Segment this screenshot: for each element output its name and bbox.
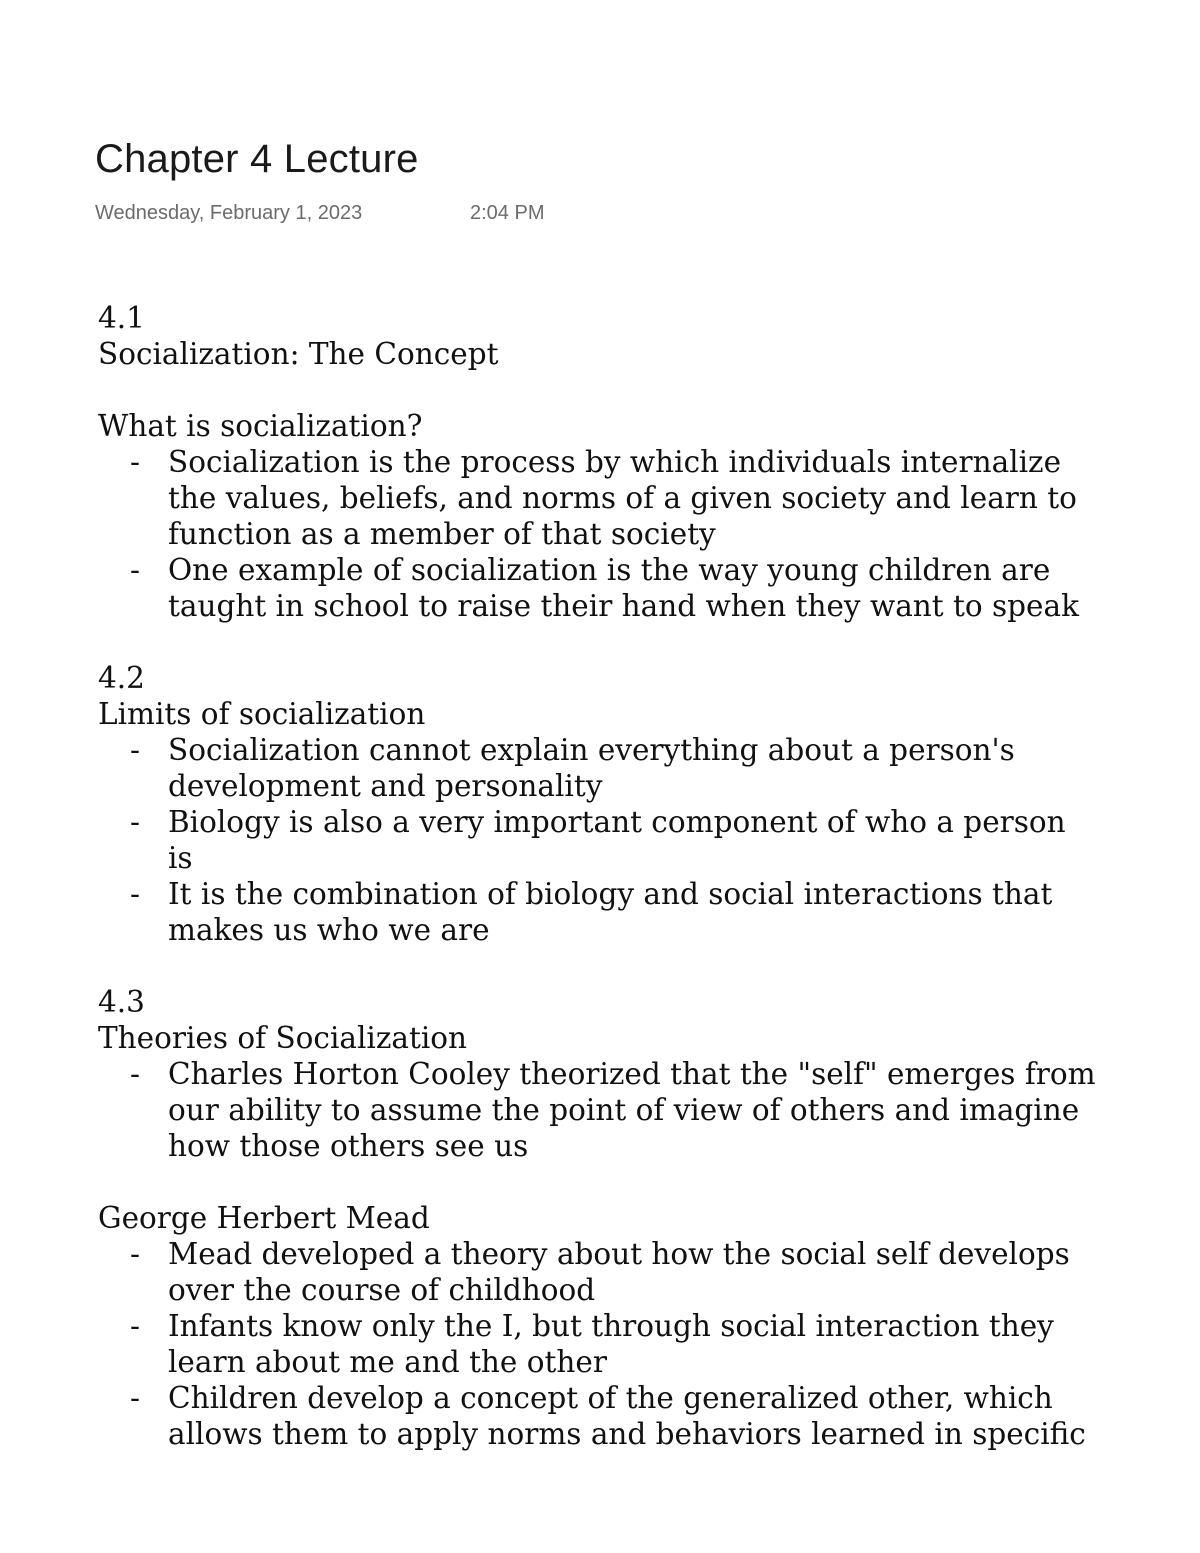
page-title: Chapter 4 Lecture	[95, 137, 419, 181]
bullet-line: our ability to assume the point of view of others and imagine	[168, 1093, 1080, 1127]
bullet-line: One example of socialization is the way young children are	[168, 553, 1051, 587]
bullet-line: taught in school to raise their hand when they want to speak	[168, 589, 1079, 623]
list-item	[98, 444, 1178, 552]
bullet-dash: -	[130, 1057, 140, 1091]
note-body[interactable]	[98, 300, 1178, 1451]
bullet-line: Biology is also a very important component of who a person	[168, 805, 1066, 839]
note-date: Wednesday, February 1, 2023	[95, 202, 363, 224]
section-question: What is socialization?	[98, 409, 423, 443]
list-item	[98, 1380, 1178, 1452]
bullet-dash: -	[130, 445, 140, 479]
bullet-line: how those others see us	[168, 1129, 529, 1163]
section-number: 4.3	[98, 985, 145, 1019]
bullet-line: the values, beliefs, and norms of a given society and learn to	[168, 481, 1077, 515]
blank-line	[98, 372, 1178, 408]
bullet-line: makes us who we are	[168, 913, 490, 947]
list-item	[98, 1236, 1178, 1308]
section-number: 4.2	[98, 661, 145, 695]
bullet-dash: -	[130, 1237, 140, 1271]
section-number: 4.1	[98, 301, 145, 335]
bullet-dash: -	[130, 1309, 140, 1343]
blank-line	[98, 624, 1178, 660]
bullet-line: learn about me and the other	[168, 1345, 607, 1379]
bullet-dash: -	[130, 733, 140, 767]
section-heading: Limits of socialization	[98, 697, 426, 731]
bullet-line: It is the combination of biology and social interactions that	[168, 877, 1053, 911]
bullet-line: Socialization is the process by which individuals internalize	[168, 445, 1062, 479]
list-item	[98, 732, 1178, 804]
list-item	[98, 876, 1178, 948]
bullet-dash: -	[130, 805, 140, 839]
bullet-line: over the course of childhood	[168, 1273, 596, 1307]
blank-line	[98, 948, 1178, 984]
bullet-line: function as a member of that society	[168, 517, 716, 551]
list-item	[98, 804, 1178, 876]
bullet-dash: -	[130, 553, 140, 587]
bullet-line: Children develop a concept of the generalized other, which	[168, 1381, 1053, 1415]
bullet-line: Mead developed a theory about how the social self develops	[168, 1237, 1070, 1271]
bullet-line: Socialization cannot explain everything about a person's	[168, 733, 1015, 767]
bullet-line: Infants know only the I, but through social interaction they	[168, 1309, 1054, 1343]
bullet-dash: -	[130, 877, 140, 911]
bullet-line: development and personality	[168, 769, 603, 803]
section-heading: Theories of Socialization	[98, 1021, 468, 1055]
list-item	[98, 1056, 1178, 1164]
list-item	[98, 552, 1178, 624]
section-heading: Socialization: The Concept	[98, 337, 499, 371]
blank-line	[98, 1164, 1178, 1200]
bullet-line: allows them to apply norms and behaviors learned in specific	[168, 1417, 1086, 1451]
section-heading: George Herbert Mead	[98, 1201, 430, 1235]
list-item	[98, 1308, 1178, 1380]
note-time: 2:04 PM	[470, 202, 545, 224]
bullet-line: is	[168, 841, 193, 875]
bullet-dash: -	[130, 1381, 140, 1415]
bullet-line: Charles Horton Cooley theorized that the "self" emerges from	[168, 1057, 1096, 1091]
